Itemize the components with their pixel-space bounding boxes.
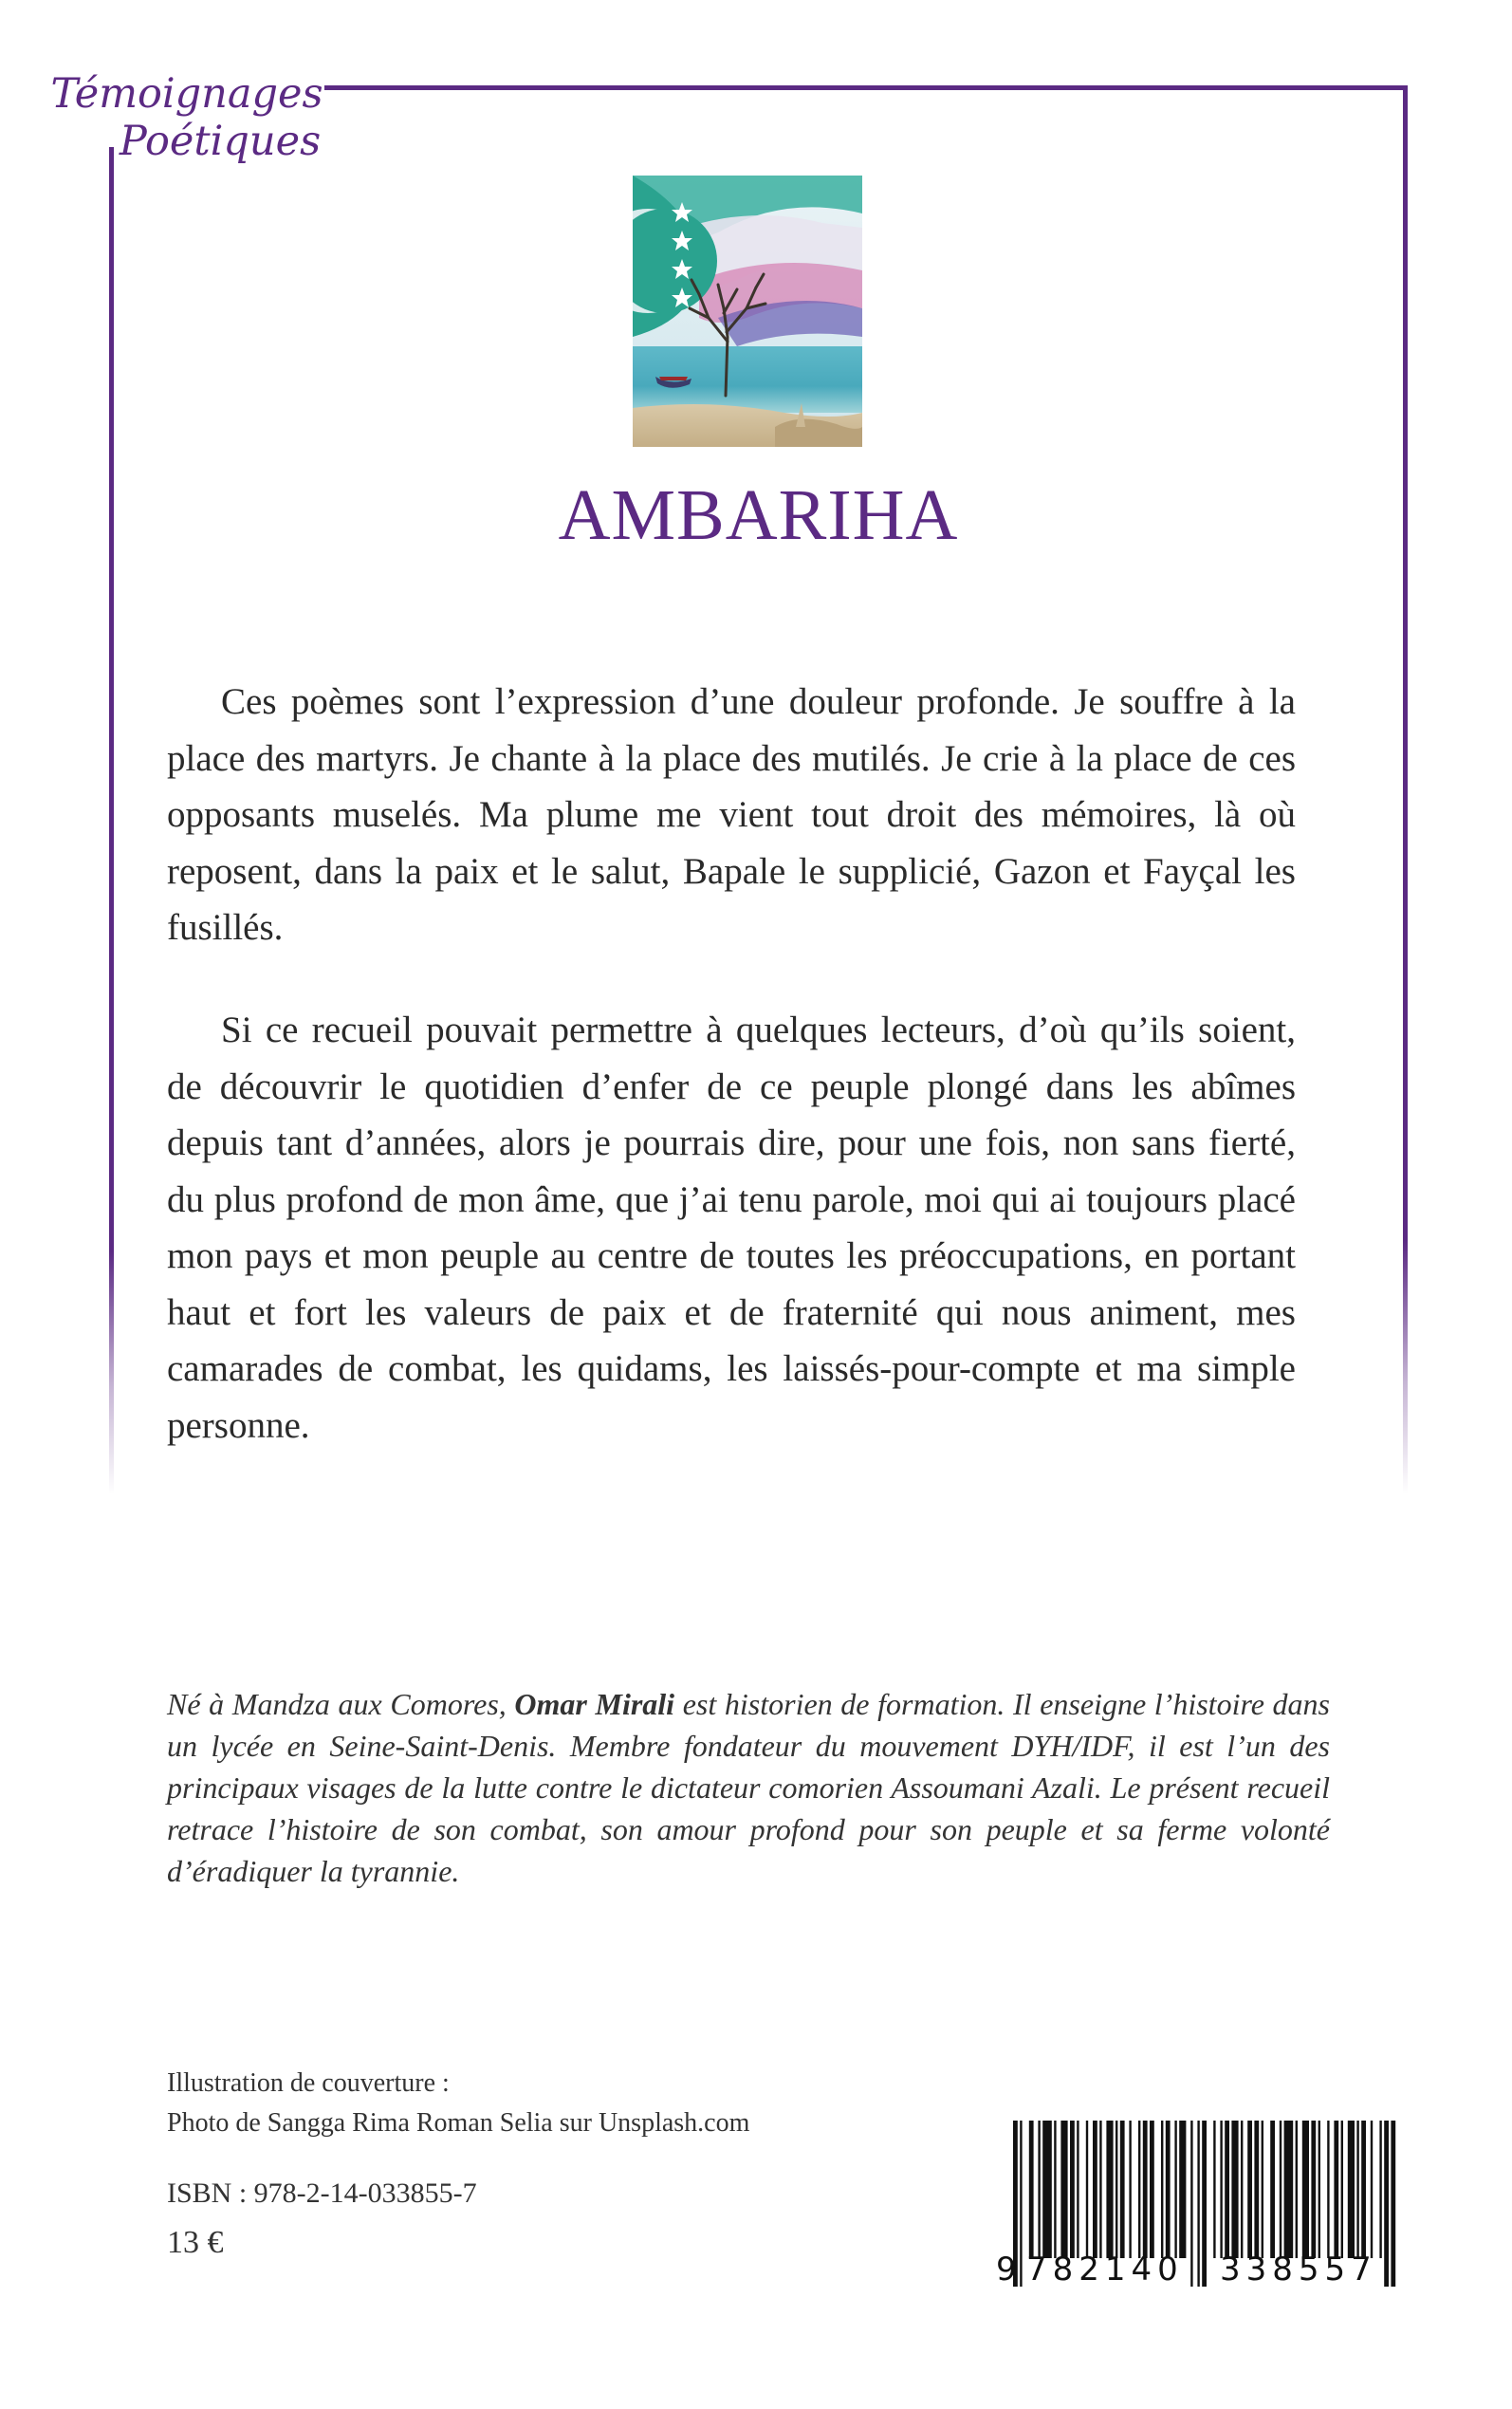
barcode-bar — [1161, 2121, 1163, 2258]
body-paragraph-1: Ces poèmes sont l’expression d’une douleur profonde. Je souffre à la place des martyrs. Je chante à la place des mutilés. Je crie à la place de ces opposants muselés. Ma plume me vient tout droit des mémoires, là où reposent, dans la paix et le salut, Bapale le supplicié, Gazon et Fayçal les fusillés. — [167, 681, 1296, 948]
barcode-bar — [1054, 2121, 1056, 2258]
barcode-bar — [1334, 2121, 1338, 2258]
barcode-bar — [1038, 2121, 1040, 2258]
barcode-bar — [1384, 2121, 1389, 2287]
barcode-bar — [1166, 2121, 1171, 2258]
barcode-bar — [1262, 2121, 1263, 2258]
body-paragraph-2: Si ce recueil pouvait permettre à quelques lecteurs, d’où qu’ils soient, de découvrir le quotidien d’enfer de ce peuple plongé dans les abîmes depuis tant d’années, alors je pourrais dire, pour une fois, non sans fierté, du plus profond de mon âme, que j’ai tenu parole, moi qui ai toujours placé mon pays et mon peuple au centre de toutes les préoccupations, en portant haut et fort les valeurs de paix et de fraternité qui nous animent, mes camarades de combat, les quidams, les laissés-pour-compte et ma simple personne. — [167, 1010, 1296, 1446]
frame-left-border — [109, 147, 114, 1494]
barcode-bar — [1086, 2121, 1088, 2258]
barcode-bar — [1197, 2121, 1199, 2287]
cover-credit — [167, 2064, 749, 2143]
frame-top-border — [324, 85, 1408, 90]
isbn: ISBN : 978-2-14-033855-7 — [167, 2177, 477, 2209]
barcode-bar — [1318, 2121, 1320, 2258]
barcode-bar — [1225, 2121, 1229, 2258]
barcode-bar — [1077, 2121, 1079, 2258]
barcode-bar — [1138, 2121, 1140, 2258]
barcode-bar — [1174, 2121, 1176, 2258]
barcode-bar — [1220, 2121, 1222, 2258]
barcode-bar — [1247, 2121, 1252, 2258]
barcode-bar — [1371, 2121, 1373, 2258]
credit-line-2: Photo de Sangga Rima Roman Selia sur Unsplash.com — [167, 2108, 750, 2138]
barcode-bar — [1231, 2121, 1238, 2258]
price: 13 € — [167, 2225, 224, 2260]
book-title: AMBARIHA — [558, 475, 959, 555]
barcode-bar — [1302, 2121, 1309, 2258]
barcode-bar — [1190, 2121, 1192, 2287]
credit-line-1: Illustration de couverture : — [167, 2068, 450, 2098]
barcode-bar — [1060, 2121, 1067, 2258]
barcode-bar — [1379, 2121, 1381, 2258]
barcode-bar — [1120, 2121, 1125, 2258]
author-name: Omar Mirali — [514, 1687, 675, 1721]
barcode-bar — [1361, 2121, 1366, 2258]
barcode-bar — [1327, 2121, 1329, 2258]
barcode-bar — [1093, 2121, 1097, 2258]
barcode-bar — [1280, 2121, 1282, 2258]
bio-text: est historien de formation. Il enseigne l’histoire dans un lycée en Seine-Saint-Denis. Membre fondateur du mouvement DYH/IDF, il est l’un des principaux visages de la lutte contre le dictateur comorien Assoumani Azali. Le présent recueil retrace l’histoire de son combat, son amour profond pour son peuple et sa ferme volonté d’éradiquer la tyrannie. — [167, 1687, 1331, 1888]
barcode-bar — [1042, 2121, 1052, 2258]
barcode-bar — [1356, 2121, 1358, 2258]
author-bio — [167, 1683, 1330, 1892]
barcode-bar — [1241, 2121, 1243, 2258]
barcode-bar — [1284, 2121, 1294, 2258]
cover-illustration — [633, 176, 862, 447]
barcode-bar — [1348, 2121, 1355, 2258]
barcode-bar — [1391, 2121, 1395, 2287]
barcode-bar — [1179, 2121, 1186, 2258]
series-line-1: Témoignages — [50, 70, 323, 118]
barcode-bar — [1311, 2121, 1316, 2258]
barcode-bar — [1029, 2121, 1034, 2258]
barcode-right-digits: 338557 — [1220, 2251, 1377, 2289]
series-label — [49, 70, 324, 165]
barcode-left-digits: 782140 — [1026, 2251, 1184, 2289]
barcode-bar — [1129, 2121, 1131, 2258]
barcode-bar — [1116, 2121, 1117, 2258]
barcode-first-digit: 9 — [996, 2251, 1018, 2289]
frame-right-border — [1403, 85, 1408, 1494]
barcode-bar — [1106, 2121, 1113, 2258]
barcode-bar — [1341, 2121, 1343, 2258]
barcode-bar — [1150, 2121, 1154, 2258]
series-line-2: Poétiques — [119, 118, 322, 165]
bio-intro: Né à Mandza aux Comores, — [167, 1687, 515, 1721]
barcode-bar — [1254, 2121, 1259, 2258]
barcode-bar — [1099, 2121, 1101, 2258]
barcode-bar — [1202, 2121, 1207, 2287]
barcode-bar — [1270, 2121, 1275, 2258]
barcode-bar — [1296, 2121, 1298, 2258]
barcode-bar — [1020, 2121, 1022, 2287]
barcode-bar — [1143, 2121, 1148, 2258]
barcode-bar — [1213, 2121, 1215, 2258]
barcode-bar — [1070, 2121, 1075, 2258]
